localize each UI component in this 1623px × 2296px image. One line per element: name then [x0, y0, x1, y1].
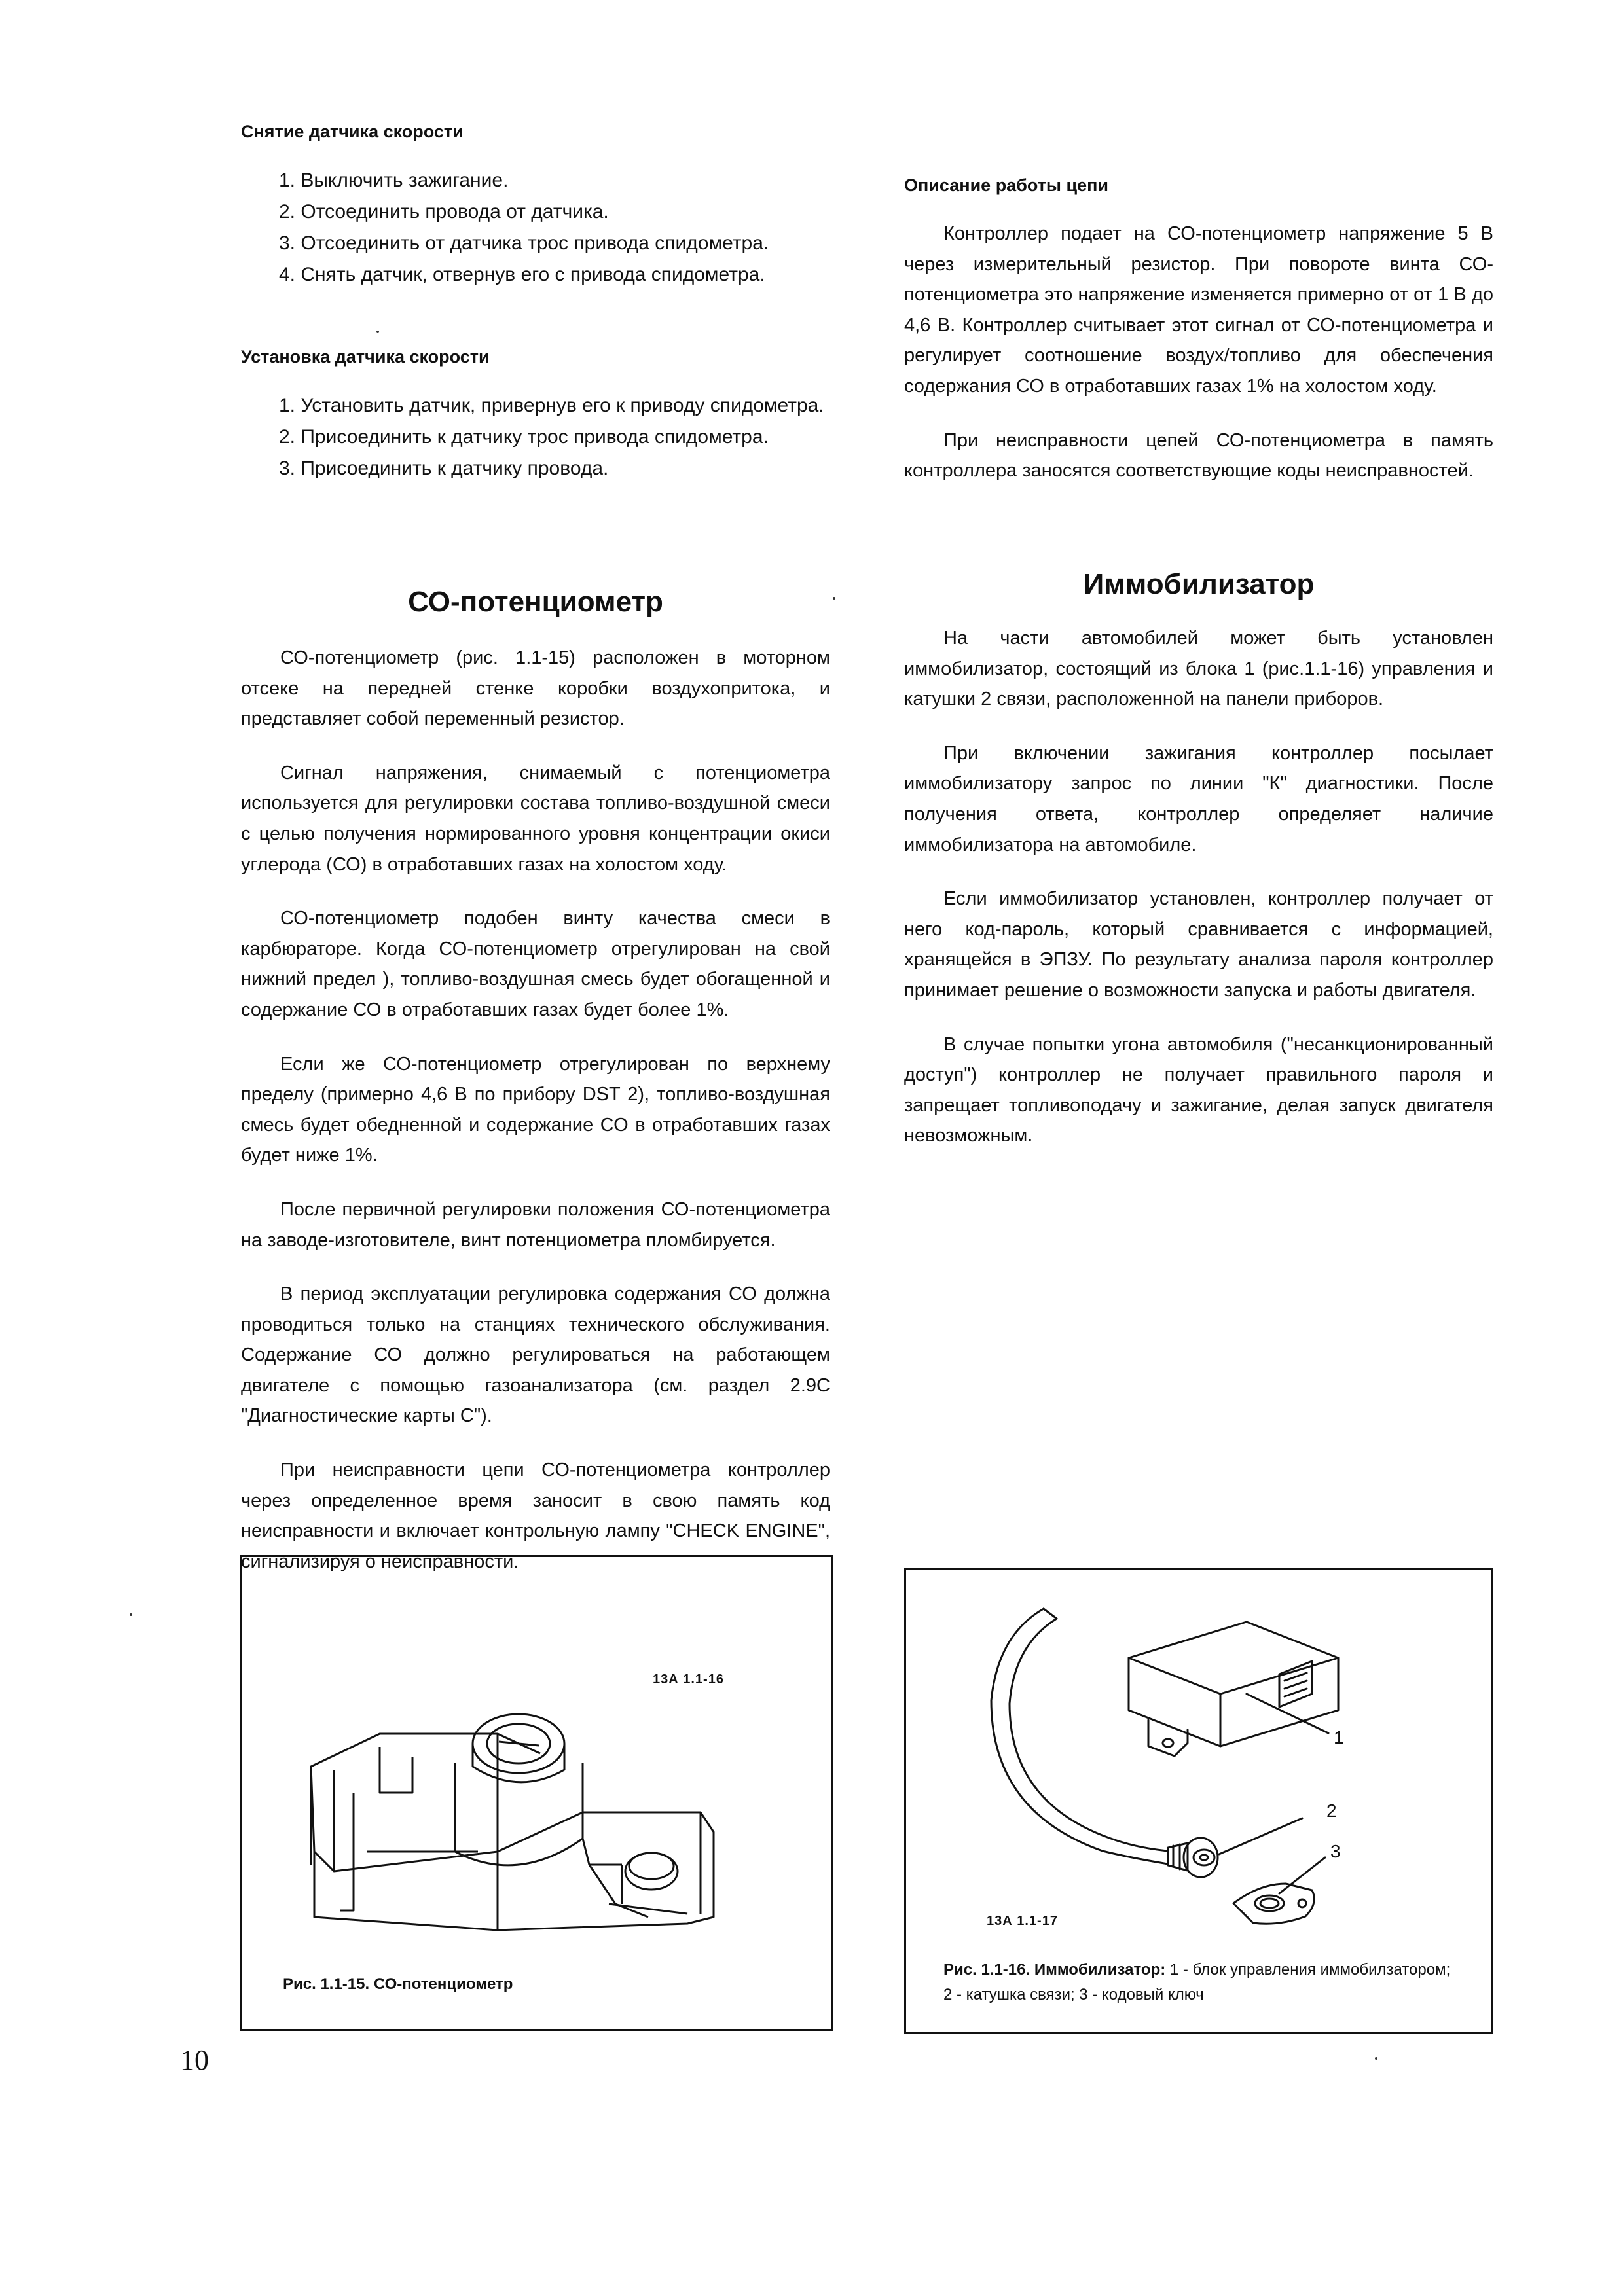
- list-item: 2. Присоединить к датчику трос привода спидометра.: [279, 426, 769, 448]
- paragraph: Контроллер подает на СО-потенциометр напряжение 5 В через измерительный резистор. При повороте винта СО-потенциометра это напряжение изменяется примерно от от 1 В до 4,6 В. Контроллер считывает этот сигнал от СО-потенциометра и регулирует соотношение воздух/топливо для обеспечения содержания СО в отработавших газах 1% на холостом ходу.: [904, 223, 1493, 397]
- paragraph: На части автомобилей может быть установлен иммобилизатор, состоящий из блока 1 (рис.1.1-16) управления и катушки 2 связи, расположенной на панели приборов.: [904, 628, 1493, 710]
- paragraph: СО-потенциометр подобен винту качества смеси в карбюраторе. Когда СО-потенциометр отрегулирован на свой нижний предел ), топливо-воздушная смесь будет обогащенной и содержание СО в отработавших газах будет более 1%.: [241, 908, 830, 1020]
- paragraph: После первичной регулировки положения СО-потенциометра на заводе-изготовителе, винт потенциометра пломбируется.: [241, 1198, 830, 1251]
- callout-1: 1: [1334, 1727, 1344, 1748]
- page-number: 10: [180, 2044, 209, 2076]
- scan-speck: [376, 331, 379, 333]
- paragraph: Если же СО-потенциометр отрегулирован по верхнему пределу (примерно 4,6 В по прибору DST 2), топливо-воздушная смесь будет обедненной и содержание СО в отработавших газах будет ниже 1%.: [241, 1053, 830, 1166]
- figure-caption: Рис. 1.1-16. Иммобилизатор: 1 - блок управления иммобилзатором; 2 - катушка связи; 3 - кодовый ключ: [943, 1961, 1451, 2003]
- circuit-text: [904, 219, 1493, 510]
- paragraph: Сигнал напряжения, снимаемый с потенциометра используется для регулировки состава топливо-воздушной смеси с целью получения нормированного уровня концентрации окиси углерода (СО) в отработавших газах на холостом ходу.: [241, 762, 830, 875]
- install-steps-list: [279, 390, 868, 484]
- immobilizer-drawing: [972, 1596, 1469, 1962]
- callout-2: 2: [1326, 1801, 1337, 1821]
- list-item: 2. Отсоединить провода от датчика.: [279, 201, 609, 223]
- paragraph: При неисправности цепи СО-потенциометра контроллер через определенное время заносит в свою память код неисправности и включает контрольную лампу "CHECK ENGINE", сигнализируя о неисправности.: [241, 1460, 830, 1572]
- scan-speck: [833, 597, 835, 600]
- removal-steps-list: [279, 165, 868, 291]
- figure-immobilizer: [904, 1568, 1493, 2034]
- immo-section-text: [904, 623, 1493, 1175]
- paragraph: СО-потенциометр (рис. 1.1-15) расположен в моторном отсеке на передней стенке коробки воздухопритока, и представляет собой переменный резистор.: [241, 647, 830, 730]
- list-item: 1. Выключить зажигание.: [279, 170, 509, 191]
- circuit-heading: Описание работы цепи: [904, 175, 1109, 195]
- co-potentiometer-drawing: [282, 1655, 792, 1937]
- install-heading: Установка датчика скорости: [241, 347, 490, 367]
- co-section-text: [241, 643, 830, 1600]
- list-item: 3. Присоединить к датчику провода.: [279, 457, 609, 479]
- removal-heading: Снятие датчика скорости: [241, 122, 464, 141]
- list-item: 1. Установить датчик, привернув его к приводу спидометра.: [279, 395, 824, 416]
- paragraph: При включении зажигания контроллер посылает иммобилизатору запрос по линии "К" диагностики. После получения ответа, контроллер определяет наличие иммобилизатора на автомобиле.: [904, 742, 1493, 855]
- scan-speck: [1375, 2057, 1377, 2060]
- paragraph: При неисправности цепей СО-потенциометра в память контроллера заносятся соответствующие коды неисправностей.: [904, 429, 1493, 482]
- list-item: 4. Снять датчик, отвернув его с привода спидометра.: [279, 264, 765, 285]
- paragraph: В случае попытки угона автомобиля ("несанкционированный доступ") контроллер не получает правильного пароля и запрещает топливоподачу и зажигание, делая запуск двигателя невозможным.: [904, 1033, 1493, 1147]
- co-section-title: СО-потенциометр: [408, 586, 663, 618]
- figure-code: 13А 1.1-16: [653, 1672, 724, 1687]
- immo-section-title: Иммобилизатор: [1083, 568, 1315, 600]
- scan-speck: [130, 1613, 132, 1616]
- paragraph: В период эксплуатации регулировка содержания СО должна проводиться только на станциях технического обслуживания. Содержание СО должно регулироваться на работающем двигателе с помощью газоанализатора (см. раздел 2.9С "Диагностические карты С").: [241, 1283, 830, 1427]
- figure-co-potentiometer: [240, 1555, 833, 2031]
- list-item: 3. Отсоединить от датчика трос привода спидометра.: [279, 232, 769, 254]
- figure-code: 13А 1.1-17: [987, 1914, 1058, 1928]
- paragraph: Если иммобилизатор установлен, контроллер получает от него код-пароль, который сравнивается с информацией, хранящейся в ЭПЗУ. По результату анализа пароля контроллер принимает решение о возможности запуска и работы двигателя.: [904, 888, 1493, 1001]
- figure-caption: Рис. 1.1-15. СО-потенциометр: [283, 1975, 513, 1993]
- callout-3: 3: [1330, 1841, 1341, 1861]
